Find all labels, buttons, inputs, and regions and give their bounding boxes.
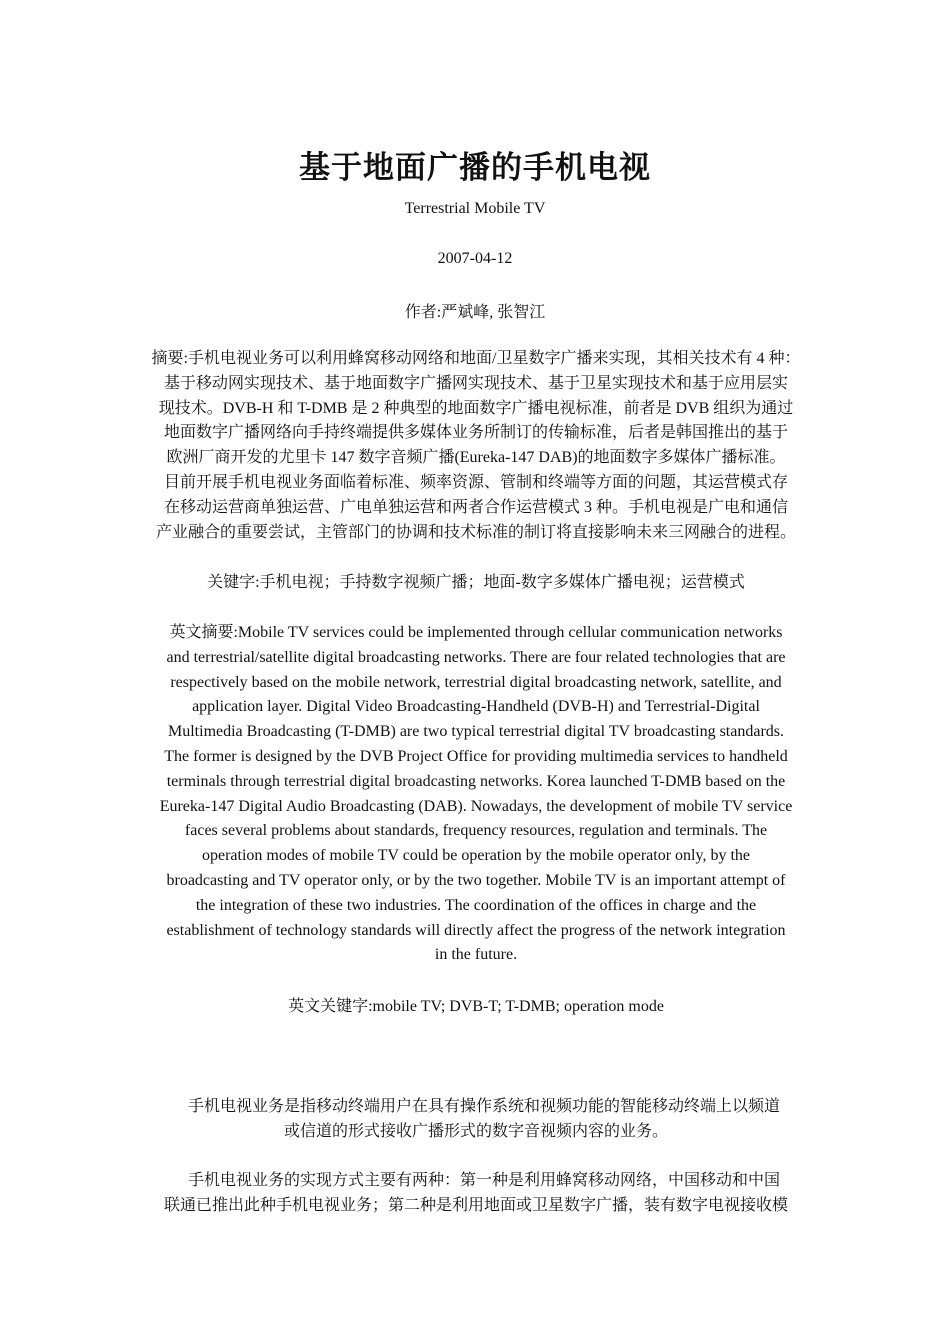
abstract-en-line: application layer. Digital Video Broadcasting-Handheld (DVB-H) and Terrestrial-Digital (192, 698, 760, 716)
abstract-en-line: and terrestrial/satellite digital broadcasting networks. There are four related technologies that are (166, 648, 786, 666)
english-keywords: 英文关键字:mobile TV; DVB-T; T-DMB; operation mode (288, 998, 664, 1015)
document-title: 基于地面广播的手机电视 (299, 150, 651, 186)
abstract-en-line: faces several problems about standards, frequency resources, regulation and terminals. The (184, 822, 768, 840)
abstract-cn-line: 基于移动网实现技术、基于地面数字广播网实现技术、基于卫星实现技术和基于应用层实 (163, 374, 788, 392)
body-line: 手机电视业务是指移动终端用户在具有操作系统和视频功能的智能移动终端上以频道 (171, 1096, 780, 1115)
body-paragraph (142, 1168, 810, 1218)
abstract-en-line: The former is designed by the DVB Project Office for providing multimedia services to handheld (164, 747, 788, 765)
abstract-en-line: the integration of these two industries. The coordination of the offices in charge and the (195, 896, 757, 914)
chinese-abstract (142, 347, 810, 545)
abstract-en-line: terminals through terrestrial digital broadcasting networks. Korea launched T-DMB based on the (166, 772, 786, 790)
abstract-en-line: broadcasting and TV operator only, or by the two together. Mobile TV is an important attempt of (166, 871, 786, 889)
abstract-cn-line: 目前开展手机电视业务面临着标准、频率资源、管制和终端等方面的问题，其运营模式存 (163, 473, 788, 491)
abstract-cn-line: 欧洲厂商开发的尤里卡 147 数字音频广播(Eureka-147 DAB)的地面数字多媒体广播标准。 (166, 449, 786, 467)
abstract-cn-line: 在移动运营商单独运营、广电单独运营和两者合作运营模式 3 种。手机电视是广电和通信 (163, 498, 788, 516)
publication-date: 2007-04-12 (437, 250, 513, 267)
authors-line: 作者:严斌峰, 张智江 (404, 304, 546, 321)
body-line: 或信道的形式接收广播形式的数字音视频内容的业务。 (283, 1120, 668, 1140)
body-line: 手机电视业务的实现方式主要有两种：第一种是利用蜂窝移动网络，中国移动和中国 (171, 1170, 780, 1189)
english-abstract (142, 621, 810, 968)
abstract-en-line: in the future. (434, 946, 518, 964)
abstract-en-line: establishment of technology standards will directly affect the progress of the network integration (166, 921, 786, 939)
body-line: 联通已推出此种手机电视业务；第二种是利用地面或卫星数字广播，装有数字电视接收模 (163, 1194, 788, 1214)
abstract-cn-line: 产业融合的重要尝试，主管部门的协调和技术标准的制订将直接影响未来三网融合的进程。 (155, 523, 796, 541)
abstract-en-line: Eureka-147 Digital Audio Broadcasting (DAB). Nowadays, the development of mobile TV service (159, 797, 793, 815)
abstract-cn-line: 现技术。DVB-H 和 T-DMB 是 2 种典型的地面数字广播电视标准，前者是 DVB 组织为通过 (158, 399, 794, 417)
abstract-cn-line: 摘要:手机电视业务可以利用蜂窝移动网络和地面/卫星数字广播来实现，其相关技术有 4 种： (151, 350, 801, 367)
abstract-cn-line: 地面数字广播网络向手持终端提供多媒体业务所制订的传输标准，后者是韩国推出的基于 (163, 424, 788, 442)
english-subtitle: Terrestrial Mobile TV (404, 200, 546, 217)
abstract-en-line: Multimedia Broadcasting (T-DMB) are two typical terrestrial digital TV broadcasting standards. (168, 723, 784, 741)
body-paragraph (142, 1094, 810, 1144)
abstract-en-line: operation modes of mobile TV could be operation by the mobile operator only, by the (201, 847, 751, 865)
chinese-keywords: 关键字:手机电视；手持数字视频广播；地面-数字多媒体广播电视；运营模式 (207, 574, 745, 591)
abstract-en-line: 英文摘要:Mobile TV services could be implemented through cellular communication networks (169, 624, 783, 641)
abstract-en-line: respectively based on the mobile network, terrestrial digital broadcasting network, satellite, and (170, 673, 782, 691)
